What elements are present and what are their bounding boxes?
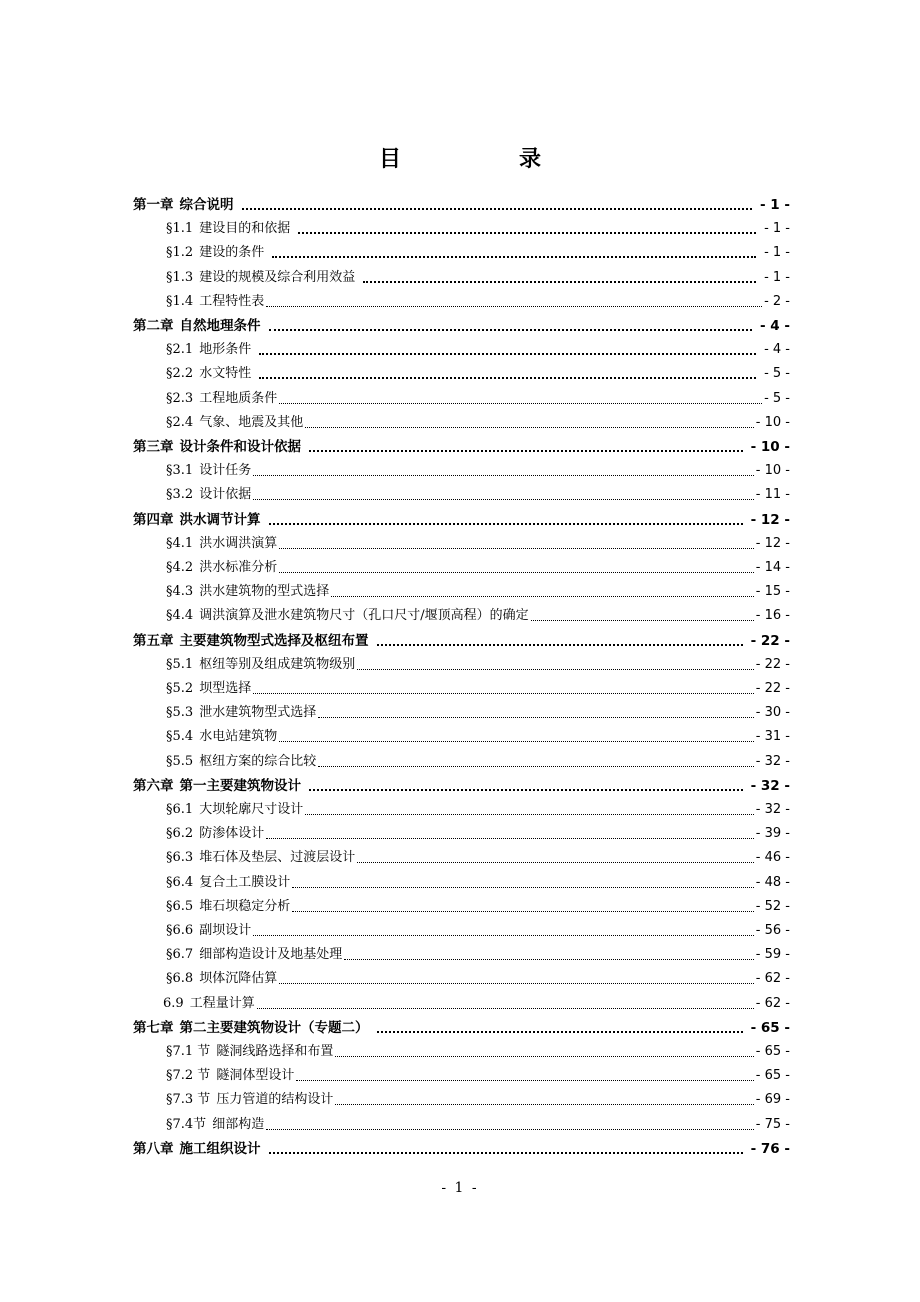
page-title: 目 录 [378,147,589,172]
toc-entry-number: §7.1 节 [166,1044,211,1059]
toc-entry-number: §6.1 [166,802,194,817]
toc-section-entry[interactable] [166,746,790,770]
toc-entry-title: 设计任务 [199,463,252,478]
toc-entry-title: 洪水建筑物的型式选择 [199,584,330,599]
toc-entry-page: - 11 - [755,487,790,502]
toc-entry-number: §1.4 [166,294,194,309]
toc-entry-number: 第三章 [133,439,174,455]
toc-section-entry[interactable] [166,939,790,963]
toc-entry-number: 6.9 [163,996,184,1011]
dot-leader [279,402,762,404]
toc-section-entry[interactable] [166,262,790,286]
toc-entry-title: 建设的条件 [199,245,265,260]
toc-entry-page: - 16 - [755,608,790,623]
toc-entry-page: - 32 - [755,802,790,817]
toc-entry-page: - 5 - [764,366,790,381]
toc-entry-title: 防渗体设计 [199,826,265,841]
toc-entry-title: 调洪演算及泄水建筑物尺寸（孔口尺寸/堰顶高程）的确定 [199,608,529,623]
toc-entry-title: 坝型选择 [199,681,252,696]
toc-entry-page: - 1 - [764,245,790,260]
toc-entry-number: 第七章 [133,1020,174,1036]
toc-section-entry[interactable] [166,576,790,600]
toc-entry-title: 隧洞线路选择和布置 [216,1044,334,1059]
toc-entry-page: - 10 - [750,439,790,455]
toc-entry-number: 第一章 [133,197,174,213]
toc-section-entry[interactable] [166,867,790,891]
toc-section-entry[interactable] [166,1036,790,1060]
toc-entry-number: §4.4 [166,608,194,623]
dot-leader [279,740,754,742]
dot-leader [266,1128,754,1130]
dot-leader [259,376,756,379]
toc-section-entry[interactable] [163,988,790,1012]
toc-entry-page: - 48 - [755,875,790,890]
dot-leader [357,861,754,863]
toc-section-entry[interactable] [166,479,790,503]
toc-section-entry[interactable] [166,383,790,407]
toc-entry-title: 主要建筑物型式选择及枢纽布置 [179,633,369,649]
toc-entry-number: §5.5 [166,754,194,769]
toc-chapter-entry[interactable] [133,504,790,528]
toc-entry-page: - 32 - [755,754,790,769]
toc-chapter-entry[interactable] [133,431,790,455]
toc-entry-page: - 69 - [755,1092,790,1107]
dot-leader [279,982,754,984]
toc-entry-number: §6.3 [166,850,194,865]
dot-leader [253,474,754,476]
toc-section-entry[interactable] [166,649,790,673]
toc-entry-title: 第一主要建筑物设计 [179,778,301,794]
toc-entry-title: 建设目的和依据 [199,221,291,236]
toc-entry-page: - 32 - [750,778,790,794]
toc-chapter-entry[interactable] [133,189,790,213]
dot-leader [305,426,754,428]
toc-entry-title: 建设的规模及综合利用效益 [199,270,356,285]
toc-entry-number: §3.2 [166,487,194,502]
dot-leader [331,595,754,597]
toc-entry-number: §6.5 [166,899,194,914]
toc-entry-title: 大坝轮廓尺寸设计 [199,802,304,817]
toc-entry-title: 设计依据 [199,487,252,502]
toc-section-entry[interactable] [166,334,790,358]
dot-leader [272,255,756,258]
toc-entry-number: §3.1 [166,463,194,478]
dot-leader [296,1079,753,1081]
dot-leader [309,449,743,452]
dot-leader [377,643,743,646]
toc-entry-page: - 2 - [764,294,790,309]
toc-entry-page: - 22 - [755,657,790,672]
toc-entry-number: §1.2 [166,245,194,260]
toc-section-entry[interactable] [166,407,790,431]
toc-entry-page: - 15 - [755,584,790,599]
dot-leader [269,328,753,331]
toc-entry-page: - 14 - [755,560,790,575]
dot-leader [292,910,754,912]
dot-leader [318,716,754,718]
toc-entry-page: - 10 - [755,463,790,478]
toc-chapter-entry[interactable] [133,770,790,794]
toc-entry-number: §1.1 [166,221,194,236]
toc-entry-page: - 1 - [760,197,790,213]
toc-entry-title: 工程地质条件 [199,391,278,406]
toc-entry-page: - 39 - [755,826,790,841]
toc-entry-page: - 5 - [764,391,790,406]
toc-entry-title: 复合土工膜设计 [199,875,291,890]
toc-entry-page: - 62 - [755,971,790,986]
toc-section-entry[interactable] [166,673,790,697]
toc-entry-page: - 30 - [755,705,790,720]
toc-entry-page: - 10 - [755,415,790,430]
toc-entry-page: - 22 - [750,633,790,649]
toc-entry-page: - 65 - [750,1020,790,1036]
toc-section-entry[interactable] [166,358,790,382]
toc-entry-page: - 65 - [755,1068,790,1083]
toc-entry-number: §2.3 [166,391,194,406]
toc-entry-title: 堆石坝稳定分析 [199,899,291,914]
toc-entry-number: §7.2 节 [166,1068,211,1083]
dot-leader [335,1103,753,1105]
toc-entry-title: 枢纽等别及组成建筑物级别 [199,657,356,672]
toc-chapter-entry[interactable] [133,1012,790,1036]
toc-section-entry[interactable] [166,237,790,261]
dot-leader [357,668,754,670]
toc-entry-title: 工程特性表 [199,294,265,309]
toc-entry-page: - 22 - [755,681,790,696]
toc-entry-title: 隧洞体型设计 [216,1068,295,1083]
toc-entry-number: 第四章 [133,512,174,528]
toc-entry-number: §6.2 [166,826,194,841]
toc-entry-title: 工程量计算 [189,996,255,1011]
dot-leader [305,813,754,815]
dot-leader [266,837,754,839]
dot-leader [259,352,756,355]
toc-entry-number: §4.1 [166,536,194,551]
toc-entry-page: - 12 - [750,512,790,528]
toc-entry-title: 施工组织设计 [179,1141,261,1157]
toc-section-entry[interactable] [166,1109,790,1133]
toc-entry-title: 气象、地震及其他 [199,415,304,430]
toc-entry-page: - 1 - [764,270,790,285]
toc-entry-page: - 56 - [755,923,790,938]
dot-leader [335,1055,753,1057]
toc-entry-page: - 12 - [755,536,790,551]
toc-entry-number: §6.6 [166,923,194,938]
toc-entry-title: 细部构造设计及地基处理 [199,947,343,962]
toc-entry-title: 第二主要建筑物设计（专题二） [179,1020,369,1036]
toc-entry-number: §2.2 [166,366,194,381]
toc-entry-title: 综合说明 [179,197,234,213]
toc-entry-number: 第六章 [133,778,174,794]
page-number: - 1 - [441,1180,479,1196]
toc-entry-page: - 31 - [755,729,790,744]
toc-entry-number: §2.4 [166,415,194,430]
toc-entry-page: - 65 - [755,1044,790,1059]
toc-section-entry[interactable] [166,455,790,479]
toc-section-entry[interactable] [166,528,790,552]
dot-leader [298,231,756,234]
toc-entry-title: 洪水调洪演算 [199,536,278,551]
toc-entry-number: 第二章 [133,318,174,334]
toc-entry-title: 设计条件和设计依据 [179,439,301,455]
toc-section-entry[interactable] [166,794,790,818]
toc-entry-number: §6.4 [166,875,194,890]
toc-section-entry[interactable] [166,842,790,866]
toc-entry-number: §6.7 [166,947,194,962]
toc-section-entry[interactable] [166,1084,790,1108]
toc-section-entry[interactable] [166,1060,790,1084]
toc-section-entry[interactable] [166,891,790,915]
toc-entry-title: 坝体沉降估算 [199,971,278,986]
toc-section-entry[interactable] [166,213,790,237]
toc-entry-number: §6.8 [166,971,194,986]
toc-entry-page: - 1 - [764,221,790,236]
toc-entry-number: §5.2 [166,681,194,696]
toc-entry-number: §5.3 [166,705,194,720]
toc-section-entry[interactable] [166,963,790,987]
toc-entry-number: §7.4节 [166,1117,207,1132]
toc-section-entry[interactable] [166,552,790,576]
dot-leader [318,765,754,767]
toc-entry-page: - 59 - [755,947,790,962]
dot-leader [253,934,754,936]
toc-entry-title: 洪水标准分析 [199,560,278,575]
toc-entry-number: §5.4 [166,729,194,744]
toc-section-entry[interactable] [166,286,790,310]
toc-entry-page: - 52 - [755,899,790,914]
toc-entry-number: 第五章 [133,633,174,649]
toc-entry-title: 泄水建筑物型式选择 [199,705,317,720]
toc-chapter-entry[interactable] [133,1133,790,1157]
dot-leader [269,1151,743,1154]
dot-leader [531,619,754,621]
toc-entry-title: 自然地理条件 [179,318,261,334]
dot-leader [279,571,754,573]
toc-section-entry[interactable] [166,915,790,939]
dot-leader [266,305,762,307]
toc-entry-number: §4.3 [166,584,194,599]
toc-entry-number: §7.3 节 [166,1092,211,1107]
toc-entry-number: §5.1 [166,657,194,672]
toc-section-entry[interactable] [166,818,790,842]
toc-entry-title: 水电站建筑物 [199,729,278,744]
dot-leader [309,788,743,791]
dot-leader [253,692,754,694]
toc-entry-page: - 4 - [760,318,790,334]
toc-entry-title: 洪水调节计算 [179,512,261,528]
toc-entry-number: §2.1 [166,342,194,357]
toc-chapter-entry[interactable] [133,310,790,334]
toc-entry-title: 堆石体及垫层、过渡层设计 [199,850,356,865]
toc-entry-title: 枢纽方案的综合比较 [199,754,317,769]
dot-leader [253,498,754,500]
toc-entry-title: 地形条件 [199,342,252,357]
toc-entry-page: - 46 - [755,850,790,865]
toc-entry-title: 压力管道的结构设计 [216,1092,334,1107]
toc-entry-title: 细部构造 [212,1117,265,1132]
toc-entry-page: - 75 - [755,1117,790,1132]
toc-section-entry[interactable] [166,721,790,745]
dot-leader [242,207,753,210]
dot-leader [292,886,754,888]
toc-entry-page: - 62 - [755,996,790,1011]
toc-chapter-entry[interactable] [133,625,790,649]
toc-entry-number: §4.2 [166,560,194,575]
toc-entry-page: - 76 - [750,1141,790,1157]
dot-leader [377,1030,743,1033]
toc-entry-title: 水文特性 [199,366,252,381]
toc-section-entry[interactable] [166,697,790,721]
dot-leader [257,1007,754,1009]
dot-leader [279,547,754,549]
dot-leader [363,280,756,283]
dot-leader [344,958,754,960]
toc-entry-number: §1.3 [166,270,194,285]
dot-leader [269,522,743,525]
toc-entry-title: 副坝设计 [199,923,252,938]
toc-section-entry[interactable] [166,600,790,624]
toc-entry-number: 第八章 [133,1141,174,1157]
toc-entry-page: - 4 - [764,342,790,357]
